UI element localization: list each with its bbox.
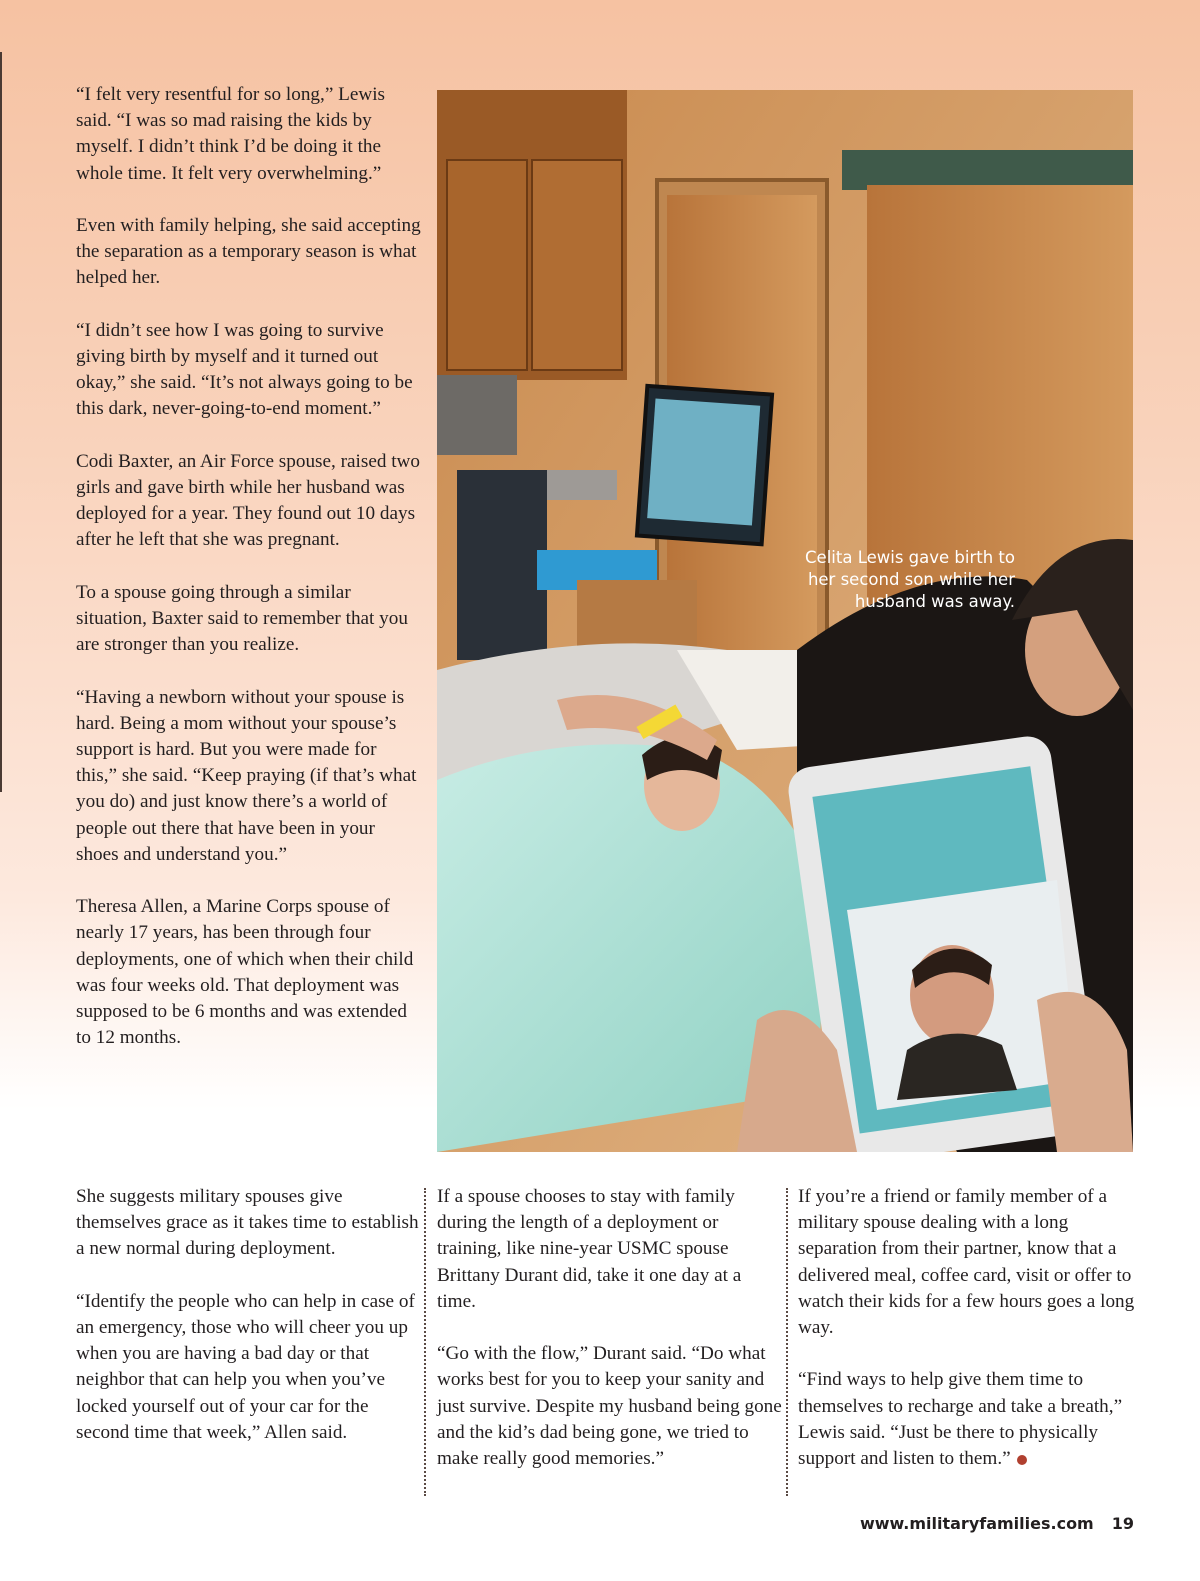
bottom-column-1 [76,1184,421,1446]
closing-paragraph-text: “Find ways to help give them time to themselves to recharge and take a breath,” Lewis said. “Just be there to physically support and listen to them.” [798,1369,1123,1470]
paragraph [798,1367,1138,1472]
paragraph: If you’re a friend or family member of a military spouse dealing with a long separation from their partner, know that a delivered meal, coffee card, visit or offer to watch their kids for a few hours goes a long way. [798,1186,1135,1339]
paragraph: Theresa Allen, a Marine Corps spouse of nearly 17 years, has been through four deployments, one of which when their child was four weeks old. That deployment was supposed to be 6 months and was extended to 12 months. [76,896,414,1049]
hospital-photo [437,90,1133,1152]
left-margin-rule [0,52,2,792]
column-divider [424,1188,426,1496]
paragraph: She suggests military spouses give themselves grace as it takes time to establish a new normal during deployment. [76,1186,419,1260]
paragraph: “I didn’t see how I was going to survive giving birth by myself and it turned out okay,” she said. “It’s not always going to be this dark, never-going-to-end moment.” [76,319,413,420]
paragraph: “Go with the flow,” Durant said. “Do what works best for you to keep your sanity and just survive. Despite my husband being gone and the kid’s dad being gone, we tried to make really good memories.” [437,1343,782,1470]
paragraph: Even with family helping, she said accepting the separation as a temporary season is what helped her. [76,215,421,289]
bottom-column-2 [437,1184,782,1472]
paragraph: “Having a newborn without your spouse is hard. Being a mom without your spouse’s support is hard. But you were made for this,” she said. “Keep praying (if that’s what you do) and just know there’s a world of people out there that have been in your shoes and understand you.” [76,686,417,865]
hospital-scene-illustration [437,90,1133,1152]
page-footer [860,1514,1134,1533]
column-divider [786,1188,788,1496]
paragraph: To a spouse going through a similar situation, Baxter said to remember that you are stronger than you realize. [76,581,408,656]
website-url[interactable]: www.militaryfamilies.com [859,1514,1094,1533]
paragraph: If a spouse chooses to stay with family during the length of a deployment or training, like nine-year USMC spouse Brittany Durant did, take it one day at a time. [437,1186,742,1312]
bottom-column-3 [798,1184,1138,1472]
page-number: 19 [1111,1514,1134,1533]
paragraph: “I felt very resentful for so long,” Lewis said. “I was so mad raising the kids by myself. I didn’t think I’d be doing it the whole time. It felt very overwhelming.” [76,84,386,184]
top-left-column [76,82,421,1051]
paragraph: “Identify the people who can help in case of an emergency, those who will cheer you up when you are having a bad day or that neighbor that can help you when you’ve locked yourself out of your car for the second time that week,” Allen said. [76,1290,415,1443]
end-of-article-icon [1017,1455,1027,1465]
paragraph: Codi Baxter, an Air Force spouse, raised two girls and gave birth while her husband was deployed for a year. They found out 10 days after he left that she was pregnant. [76,450,421,551]
photo-caption: Celita Lewis gave birth to her second son while her husband was away. [805,548,1015,611]
